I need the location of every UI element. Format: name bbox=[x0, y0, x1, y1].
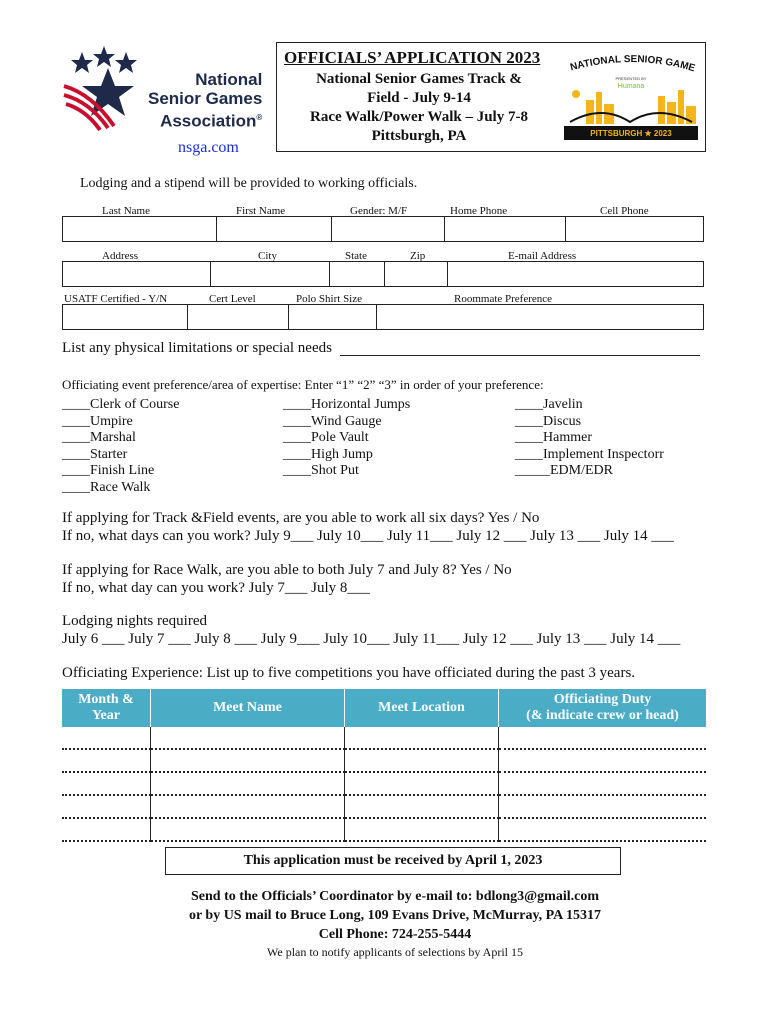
track-field-section bbox=[62, 509, 674, 545]
subtitle-line: Field - July 9-14 bbox=[367, 90, 471, 106]
event-item[interactable]: ____Shot Put bbox=[283, 463, 359, 478]
label-polo-size: Polo Shirt Size bbox=[296, 293, 363, 305]
polo-size-field[interactable] bbox=[289, 305, 377, 330]
event-item[interactable]: ____Pole Vault bbox=[283, 430, 369, 445]
cert-level-field[interactable] bbox=[188, 305, 289, 330]
cell[interactable] bbox=[345, 749, 499, 772]
personal-info-row-1 bbox=[62, 216, 704, 242]
label-gender: Gender: M/F bbox=[350, 205, 408, 217]
cell[interactable] bbox=[151, 727, 345, 749]
physical-limitations-label: List any physical limitations or special needs bbox=[62, 340, 332, 356]
cell[interactable] bbox=[499, 772, 707, 795]
event-item[interactable]: ____Discus bbox=[515, 413, 582, 429]
event-item[interactable]: ____Clerk of Course bbox=[62, 397, 180, 412]
event-item[interactable]: ____Implement Inspectorr bbox=[515, 446, 664, 462]
label-email: E-mail Address bbox=[508, 250, 577, 262]
logo-wordmark bbox=[148, 70, 262, 131]
subtitle-line: Race Walk/Power Walk – July 7-8 bbox=[310, 109, 528, 125]
lodging-note: Lodging and a stipend will be provided to working officials. bbox=[80, 176, 418, 191]
table-row bbox=[62, 795, 706, 818]
send-line: Send to the Officials’ Coordinator by e-mail to: bdlong3@gmail.com bbox=[191, 889, 599, 904]
header-month-year: Month & Year bbox=[62, 689, 151, 727]
cell[interactable] bbox=[499, 795, 707, 818]
race-walk-question: If applying for Race Walk, are you able to both July 7 and July 8? Yes / No bbox=[62, 562, 512, 578]
events-column-3 bbox=[515, 397, 664, 480]
usatf-field[interactable] bbox=[63, 305, 188, 330]
event-item[interactable]: ____Wind Gauge bbox=[283, 413, 382, 429]
event-item[interactable]: ____Finish Line bbox=[62, 463, 155, 478]
header-meet-name: Meet Name bbox=[151, 689, 345, 727]
cell[interactable] bbox=[345, 795, 499, 818]
cell[interactable] bbox=[499, 727, 707, 749]
label-last-name: Last Name bbox=[102, 205, 150, 217]
registered-mark: ® bbox=[256, 113, 263, 122]
label-zip: Zip bbox=[410, 250, 426, 262]
event-subtitle bbox=[284, 70, 554, 146]
application-title: OFFICIALS’ APPLICATION 2023 bbox=[284, 48, 541, 67]
label-cell-phone: Cell Phone bbox=[600, 205, 649, 217]
address-field[interactable] bbox=[63, 262, 211, 287]
header-officiating-duty: Officiating Duty (& indicate crew or head) bbox=[499, 689, 707, 727]
skyline-logo-icon bbox=[562, 52, 700, 144]
lodging-nights-days: July 6 ___ July 7 ___ July 8 ___ July 9___ July 10___ July 11___ July 12 ___ July 13 ___ July 14 ___ bbox=[62, 631, 681, 647]
svg-text:NATIONAL SENIOR GAMES bbox=[562, 52, 697, 74]
subtitle-line: Pittsburgh, PA bbox=[371, 128, 467, 144]
label-home-phone: Home Phone bbox=[450, 205, 508, 217]
lodging-nights-title: Lodging nights required bbox=[62, 613, 207, 629]
label-city: City bbox=[258, 250, 277, 262]
cell[interactable] bbox=[62, 772, 151, 795]
event-item[interactable]: ____Umpire bbox=[62, 413, 133, 429]
table-row bbox=[62, 749, 706, 772]
roommate-field[interactable] bbox=[377, 305, 704, 330]
event-item[interactable]: ____Starter bbox=[62, 446, 128, 462]
table-row bbox=[62, 727, 706, 749]
experience-table bbox=[62, 689, 706, 842]
zip-field[interactable] bbox=[385, 262, 448, 287]
cell[interactable] bbox=[345, 818, 499, 841]
cell[interactable] bbox=[345, 727, 499, 749]
event-item[interactable]: ____Horizontal Jumps bbox=[283, 397, 411, 412]
label-state: State bbox=[345, 250, 367, 262]
logo-line: Senior Games bbox=[148, 89, 263, 108]
cell[interactable] bbox=[151, 818, 345, 841]
label-address: Address bbox=[102, 250, 139, 262]
table-row bbox=[62, 772, 706, 795]
email-field[interactable] bbox=[448, 262, 704, 287]
badge-top-text: NATIONAL SENIOR GAME bbox=[569, 53, 697, 75]
state-field[interactable] bbox=[330, 262, 385, 287]
badge-sponsor: Humana bbox=[617, 83, 645, 90]
event-item[interactable]: ____Javelin bbox=[515, 397, 583, 412]
cell[interactable] bbox=[345, 772, 499, 795]
cell[interactable] bbox=[62, 795, 151, 818]
logo-line-text: Association bbox=[160, 111, 257, 131]
event-item[interactable]: ____High Jump bbox=[283, 446, 373, 462]
experience-intro: Officiating Experience: List up to five competitions you have officiated during the past 3 years. bbox=[62, 665, 636, 681]
experience-header-row bbox=[62, 689, 706, 727]
personal-info-row-2 bbox=[62, 261, 704, 287]
logo-line: National bbox=[195, 70, 263, 89]
event-item[interactable]: ____Hammer bbox=[515, 430, 592, 445]
label-cert-level: Cert Level bbox=[209, 293, 256, 305]
cell[interactable] bbox=[62, 727, 151, 749]
physical-limitations-line[interactable] bbox=[340, 354, 700, 356]
table-row bbox=[62, 818, 706, 841]
event-item[interactable]: ____Race Walk bbox=[62, 479, 151, 495]
nsga-link[interactable]: nsga.com bbox=[178, 139, 239, 156]
send-instructions bbox=[140, 887, 650, 944]
cell[interactable] bbox=[499, 749, 707, 772]
label-usatf: USATF Certified - Y/N bbox=[64, 293, 168, 305]
track-field-days: If no, what days can you work? July 9___ July 10___ July 11___ July 12 ___ July 13 ___ July 14 ___ bbox=[62, 528, 674, 544]
track-field-question: If applying for Track &Field events, are you able to work all six days? Yes / No bbox=[62, 510, 540, 526]
race-walk-section bbox=[62, 561, 512, 597]
star-flag-icon bbox=[62, 44, 152, 134]
label-first-name: First Name bbox=[236, 205, 286, 217]
cell[interactable] bbox=[151, 795, 345, 818]
event-item[interactable]: ____Marshal bbox=[62, 430, 136, 445]
badge-bottom-text: PITTSBURGH ★ 2023 bbox=[590, 129, 672, 138]
cell[interactable] bbox=[62, 749, 151, 772]
preference-intro: Officiating event preference/area of expertise: Enter “1” “2” “3” in order of your preference: bbox=[62, 377, 544, 392]
subtitle-line: National Senior Games Track & bbox=[316, 71, 522, 87]
send-line: or by US mail to Bruce Long, 109 Evans Drive, McMurray, PA 15317 bbox=[188, 908, 602, 923]
cell[interactable] bbox=[62, 818, 151, 841]
logo-line bbox=[148, 108, 262, 131]
cell-phone-field[interactable] bbox=[566, 217, 704, 242]
first-name-field[interactable] bbox=[217, 217, 332, 242]
cell[interactable] bbox=[151, 749, 345, 772]
last-name-field[interactable] bbox=[63, 217, 217, 242]
lodging-nights-section bbox=[62, 612, 680, 648]
race-walk-days: If no, what day can you work? July 7___ July 8___ bbox=[62, 580, 370, 596]
deadline-notice: This application must be received by April 1, 2023 bbox=[243, 853, 543, 868]
city-field[interactable] bbox=[211, 262, 330, 287]
pittsburgh-badge bbox=[562, 52, 700, 144]
event-item[interactable]: _____EDM/EDR bbox=[515, 463, 613, 478]
personal-info-row-3 bbox=[62, 304, 704, 330]
home-phone-field[interactable] bbox=[445, 217, 566, 242]
cell[interactable] bbox=[151, 772, 345, 795]
events-column-2 bbox=[283, 397, 410, 480]
gender-field[interactable] bbox=[332, 217, 445, 242]
events-column-1 bbox=[62, 397, 179, 496]
send-line: Cell Phone: 724-255-5444 bbox=[318, 927, 472, 942]
badge-presented: PRESENTED BY bbox=[615, 76, 647, 81]
label-roommate: Roommate Preference bbox=[454, 293, 553, 305]
notification-note: We plan to notify applicants of selections by April 15 bbox=[267, 945, 523, 959]
cell[interactable] bbox=[499, 818, 707, 841]
header-meet-location: Meet Location bbox=[345, 689, 499, 727]
